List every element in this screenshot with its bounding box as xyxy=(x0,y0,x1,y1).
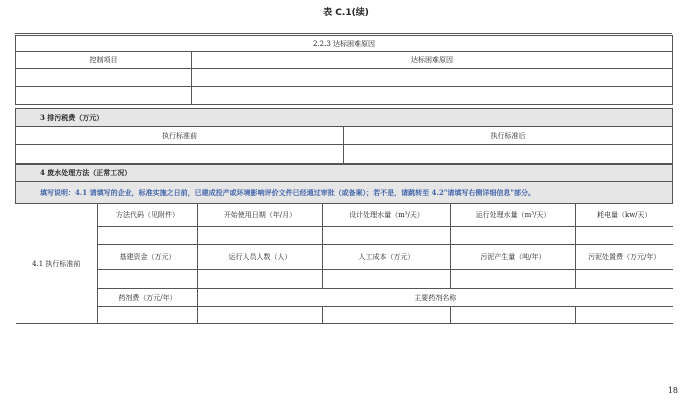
tax-table xyxy=(15,108,673,164)
table-top-rule xyxy=(15,33,672,34)
hdr-power-consumption: 耗电量（kw/天） xyxy=(576,204,673,227)
input-operating-capacity[interactable] xyxy=(451,227,576,245)
section-223-heading: 2.2.3 达标困难原因 xyxy=(16,36,673,52)
input-sludge-output[interactable] xyxy=(451,270,576,289)
col-after: 执行标准后 xyxy=(344,127,673,145)
input-chemical-cost[interactable] xyxy=(98,307,198,324)
row-label-before-standard: 4.1 执行标准前 xyxy=(16,204,98,324)
hdr-start-date: 开始使用日期（年/月） xyxy=(198,204,323,227)
input-design-capacity[interactable] xyxy=(323,227,451,245)
col-before: 执行标准前 xyxy=(16,127,344,145)
input-sludge-disposal-fee[interactable] xyxy=(576,270,673,289)
input-chemical-3[interactable] xyxy=(451,307,576,324)
input-method-code[interactable] xyxy=(98,227,198,245)
wastewater-table xyxy=(15,164,673,324)
cell-tax-before[interactable] xyxy=(16,145,344,164)
fill-instructions: 填写说明：4.1 请填写的企业，标准实施之日前，已建成投产或环境影响评价文件已经通过审批（或备案）；若不是，请跳转至 4.2"请填写右侧详细信息"部分。 xyxy=(16,182,673,204)
cell-reason-1[interactable] xyxy=(192,69,673,87)
hdr-design-capacity: 设计处理水量（m³/天） xyxy=(323,204,451,227)
input-labor-cost[interactable] xyxy=(323,270,451,289)
hdr-operating-capacity: 运行处理水量（m³/天） xyxy=(451,204,576,227)
input-start-date[interactable] xyxy=(198,227,323,245)
input-capital-fund[interactable] xyxy=(98,270,198,289)
cell-reason-2[interactable] xyxy=(192,87,673,105)
reason-table xyxy=(15,35,673,105)
input-power-consumption[interactable] xyxy=(576,227,673,245)
section-4-heading: 4 废水处理方法（正常工况） xyxy=(16,165,673,182)
hdr-sludge-disposal-fee: 污泥处置费（万元/年） xyxy=(576,245,673,270)
hdr-sludge-output: 污泥产生量（吨/年） xyxy=(451,245,576,270)
page-number: 18 xyxy=(667,386,678,395)
hdr-capital-fund: 基建资金（万元） xyxy=(98,245,198,270)
hdr-staff-count: 运行人员人数（人） xyxy=(198,245,323,270)
cell-control-2[interactable] xyxy=(16,87,192,105)
input-staff-count[interactable] xyxy=(198,270,323,289)
input-chemical-4[interactable] xyxy=(576,307,673,324)
table-title: 表 C.1(续) xyxy=(323,8,369,18)
hdr-main-chemicals: 主要药剂名称 xyxy=(198,289,673,307)
hdr-method-code: 方法代码（见附件） xyxy=(98,204,198,227)
input-chemical-1[interactable] xyxy=(198,307,323,324)
cell-tax-after[interactable] xyxy=(344,145,673,164)
col-reason: 达标困难原因 xyxy=(192,52,673,69)
hdr-labor-cost: 人工成本（万元） xyxy=(323,245,451,270)
cell-control-1[interactable] xyxy=(16,69,192,87)
col-control-item: 控制项目 xyxy=(16,52,192,69)
hdr-chemical-cost: 药剂费（万元/年） xyxy=(98,289,198,307)
section-3-heading: 3 排污税费（万元） xyxy=(16,109,673,127)
input-chemical-2[interactable] xyxy=(323,307,451,324)
